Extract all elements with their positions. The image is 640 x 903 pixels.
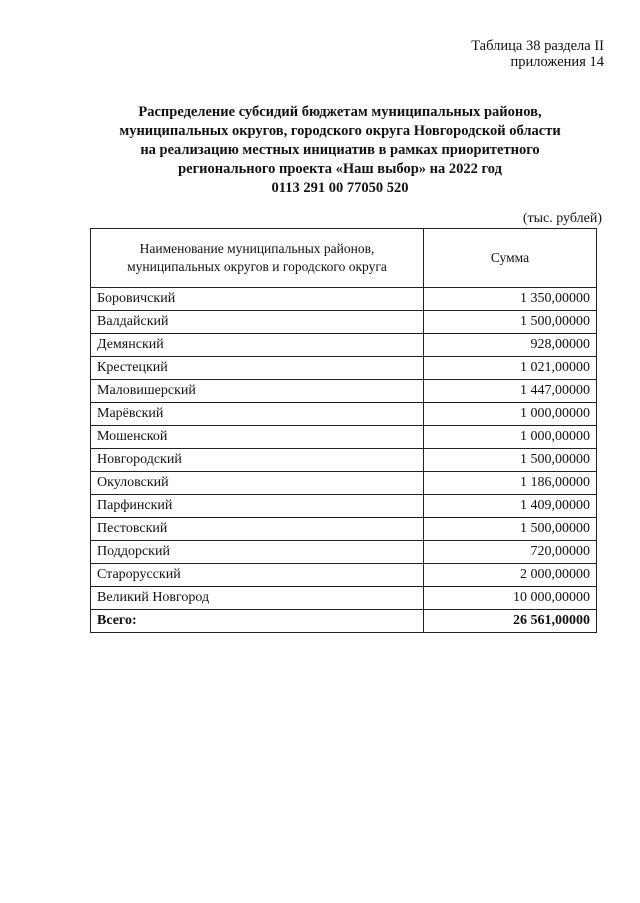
row-name: Боровичский: [91, 288, 424, 311]
row-name: Старорусский: [91, 564, 424, 587]
header-name: [91, 229, 424, 288]
units-label: (тыс. рублей): [522, 211, 602, 226]
document-title: [80, 103, 600, 179]
row-name: Поддорский: [91, 541, 424, 564]
table-row: [91, 495, 597, 518]
row-sum: 1 021,00000: [424, 357, 597, 380]
subsidy-table: [90, 228, 597, 633]
row-sum: 1 447,00000: [424, 380, 597, 403]
row-name: Маловишерский: [91, 380, 424, 403]
row-name: Крестецкий: [91, 357, 424, 380]
row-name: Марёвский: [91, 403, 424, 426]
row-name: Парфинский: [91, 495, 424, 518]
header-name-line-2: муниципальных округов и городского округа: [127, 259, 387, 274]
row-name: Валдайский: [91, 311, 424, 334]
row-sum: 1 000,00000: [424, 426, 597, 449]
total-row: [91, 610, 597, 633]
title-line-4: регионального проекта «Наш выбор» на 2022 год: [178, 161, 502, 177]
table-row: [91, 380, 597, 403]
table-row: [91, 426, 597, 449]
row-sum: 1 350,00000: [424, 288, 597, 311]
table-row: [91, 449, 597, 472]
row-name: Новгородский: [91, 449, 424, 472]
row-sum: 10 000,00000: [424, 587, 597, 610]
caption-line-2: приложения 14: [510, 54, 604, 70]
table-body: [91, 288, 597, 633]
title-line-3: на реализацию местных инициатив в рамках приоритетного: [140, 142, 540, 158]
row-name: Демянский: [91, 334, 424, 357]
row-sum: 1 500,00000: [424, 311, 597, 334]
total-sum: 26 561,00000: [424, 610, 597, 633]
row-sum: 720,00000: [424, 541, 597, 564]
row-sum: 928,00000: [424, 334, 597, 357]
header-sum: Сумма: [424, 229, 597, 288]
row-sum: 1 409,00000: [424, 495, 597, 518]
table-row: [91, 587, 597, 610]
row-sum: 1 500,00000: [424, 518, 597, 541]
row-name: Мошенской: [91, 426, 424, 449]
total-label: Всего:: [91, 610, 424, 633]
table-row: [91, 403, 597, 426]
row-sum: 1 186,00000: [424, 472, 597, 495]
table-row: [91, 541, 597, 564]
table-row: [91, 564, 597, 587]
row-name: Окуловский: [91, 472, 424, 495]
table-row: [91, 334, 597, 357]
row-sum: 1 500,00000: [424, 449, 597, 472]
table-row: [91, 518, 597, 541]
row-name: Пестовский: [91, 518, 424, 541]
title-line-1: Распределение субсидий бюджетам муниципальных районов,: [138, 104, 542, 120]
table-row: [91, 311, 597, 334]
title-line-2: муниципальных округов, городского округа Новгородской области: [119, 123, 561, 139]
caption-line-1: Таблица 38 раздела II: [471, 38, 604, 54]
header-name-line-1: Наименование муниципальных районов,: [139, 241, 375, 256]
budget-code: 0113 291 00 77050 520: [271, 180, 409, 196]
table-row: [91, 472, 597, 495]
table-header-row: [91, 229, 597, 288]
row-name: Великий Новгород: [91, 587, 424, 610]
table-caption: [471, 38, 604, 70]
table-row: [91, 288, 597, 311]
table-row: [91, 357, 597, 380]
row-sum: 2 000,00000: [424, 564, 597, 587]
row-sum: 1 000,00000: [424, 403, 597, 426]
